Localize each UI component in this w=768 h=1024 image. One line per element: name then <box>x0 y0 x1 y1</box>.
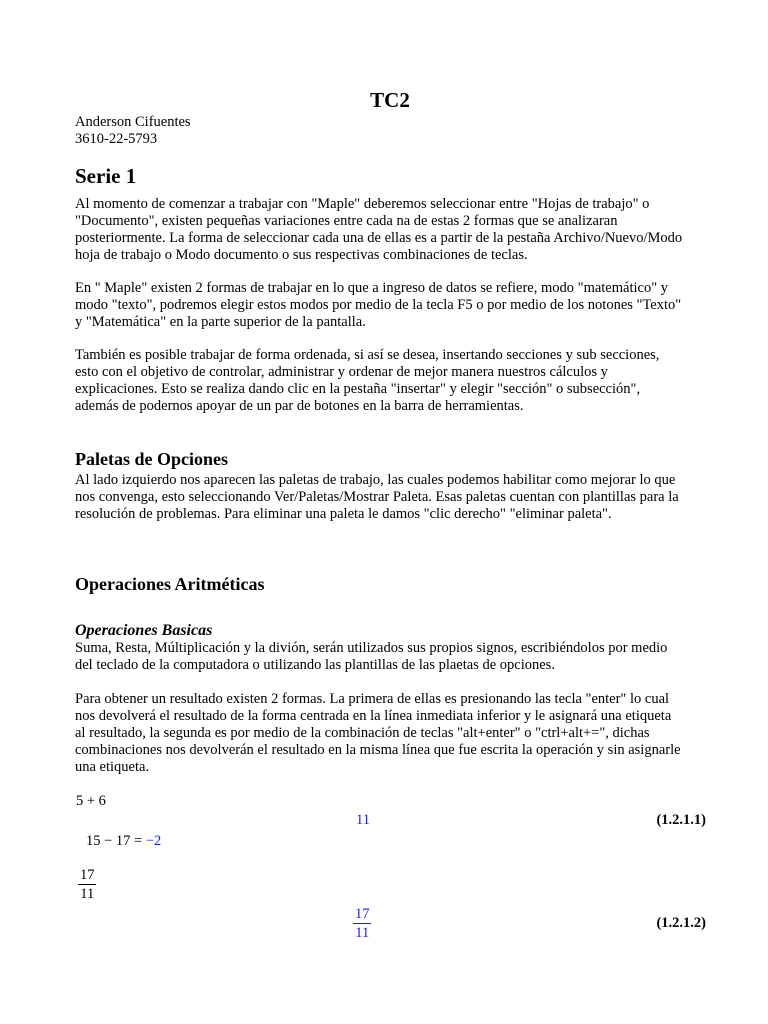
section-heading-paletas: Paletas de Opciones <box>75 449 228 469</box>
section-heading-serie: Serie 1 <box>75 164 137 188</box>
text-line: Al momento de comenzar a trabajar con "Maple" deberemos seleccionar entre "Hojas de trabajo" o <box>75 196 650 212</box>
text-line: nos devolverá el resultado de la forma centrada en la línea inmediata inferior y le asignará una etiqueta <box>75 708 672 724</box>
text-line: Suma, Resta, Múltiplicación y la divión, serán utilizados sus propios signos, escribiéndolos por medio <box>75 640 668 656</box>
math-input-subtraction[interactable] <box>86 833 161 850</box>
paragraph-serie-1 <box>75 196 715 264</box>
paragraph-serie-3 <box>75 347 715 415</box>
text-line: resolución de problemas. Para eliminar una paleta le damos "clic derecho" "eliminar paleta". <box>75 506 612 522</box>
subtraction-result: −2 <box>145 833 162 849</box>
math-input-sum[interactable]: 5 + 6 <box>76 793 106 809</box>
fraction-input <box>78 867 97 902</box>
text-line: posteriormente. La forma de seleccionar cada una de ellas es a partir de la pestaña Archivo/Nuevo/Modo <box>75 230 683 246</box>
fraction-output <box>353 906 372 941</box>
fraction-denominator: 11 <box>80 886 95 902</box>
text-line: al resultado, la segunda es por medio de la combinación de teclas "alt+enter" o "ctrl+alt+=", dichas <box>75 725 650 741</box>
text-line: "Documento", existen pequeñas variaciones entre cada na de estas 2 formas que se analizaran <box>75 213 618 229</box>
text-line: una etiqueta. <box>75 759 150 775</box>
document-title: TC2 <box>370 88 410 112</box>
author-id: 3610-22-5793 <box>75 131 158 147</box>
paragraph-operaciones-2 <box>75 691 715 776</box>
fraction-numerator: 17 <box>355 906 370 922</box>
paragraph-serie-2 <box>75 280 715 331</box>
text-line: además de podernos apoyar de un par de botones en la barra de herramientas. <box>75 398 524 414</box>
equation-label-1: (1.2.1.1) <box>656 812 706 828</box>
equation-label-2: (1.2.1.2) <box>656 915 706 931</box>
text-line: En " Maple" existen 2 formas de trabajar en lo que a ingreso de datos se refiere, modo "matemático" y <box>75 280 668 296</box>
subsection-heading-basicas: Operaciones Basicas <box>75 622 213 639</box>
fraction-denominator: 11 <box>355 925 370 941</box>
text-line: modo "texto", podremos elegir estos modos por medio de la tecla F5 o por medio de los notones "Texto" <box>75 297 682 313</box>
text-line: Para obtener un resultado existen 2 formas. La primera de ellas es presionando las tecla "enter" lo cual <box>75 691 670 707</box>
subtraction-expression: 15 − 17 = <box>86 833 146 849</box>
text-line: del teclado de la computadora o utilizando las plantillas de las plaetas de opciones. <box>75 657 555 673</box>
math-output-fraction <box>353 905 372 941</box>
fraction-numerator: 17 <box>80 867 95 883</box>
author-block <box>75 114 191 148</box>
math-output-sum: 11 <box>356 812 370 828</box>
paragraph-operaciones-1 <box>75 640 715 674</box>
text-line: hoja de trabajo o Modo documento o sus respectivas combinaciones de teclas. <box>75 247 528 263</box>
text-line: Al lado izquierdo nos aparecen las paletas de trabajo, las cuales podemos habilitar como mejorar lo que <box>75 472 676 488</box>
text-line: También es posible trabajar de forma ordenada, si así se desea, insertando secciones y sub secciones, <box>75 347 660 363</box>
text-line: combinaciones nos devolverán el resultado en la misma línea que fue escrita la operación y sin asignarle <box>75 742 681 758</box>
math-input-fraction[interactable] <box>78 866 97 902</box>
text-line: explicaciones. Esto se realiza dando clic en la pestaña "insertar" y elegir "sección" o subsección", <box>75 381 641 397</box>
author-name: Anderson Cifuentes <box>75 114 191 130</box>
text-line: y "Matemática" en la parte superior de la pantalla. <box>75 314 366 330</box>
text-line: nos convenga, esto seleccionando Ver/Paletas/Mostrar Paleta. Esas paletas cuentan con plantillas para la <box>75 489 679 505</box>
paragraph-paletas <box>75 472 715 523</box>
text-line: esto con el objetivo de controlar, administrar y ordenar de mejor manera nuestros cálculos y <box>75 364 608 380</box>
section-heading-operaciones: Operaciones Aritméticas <box>75 574 265 594</box>
